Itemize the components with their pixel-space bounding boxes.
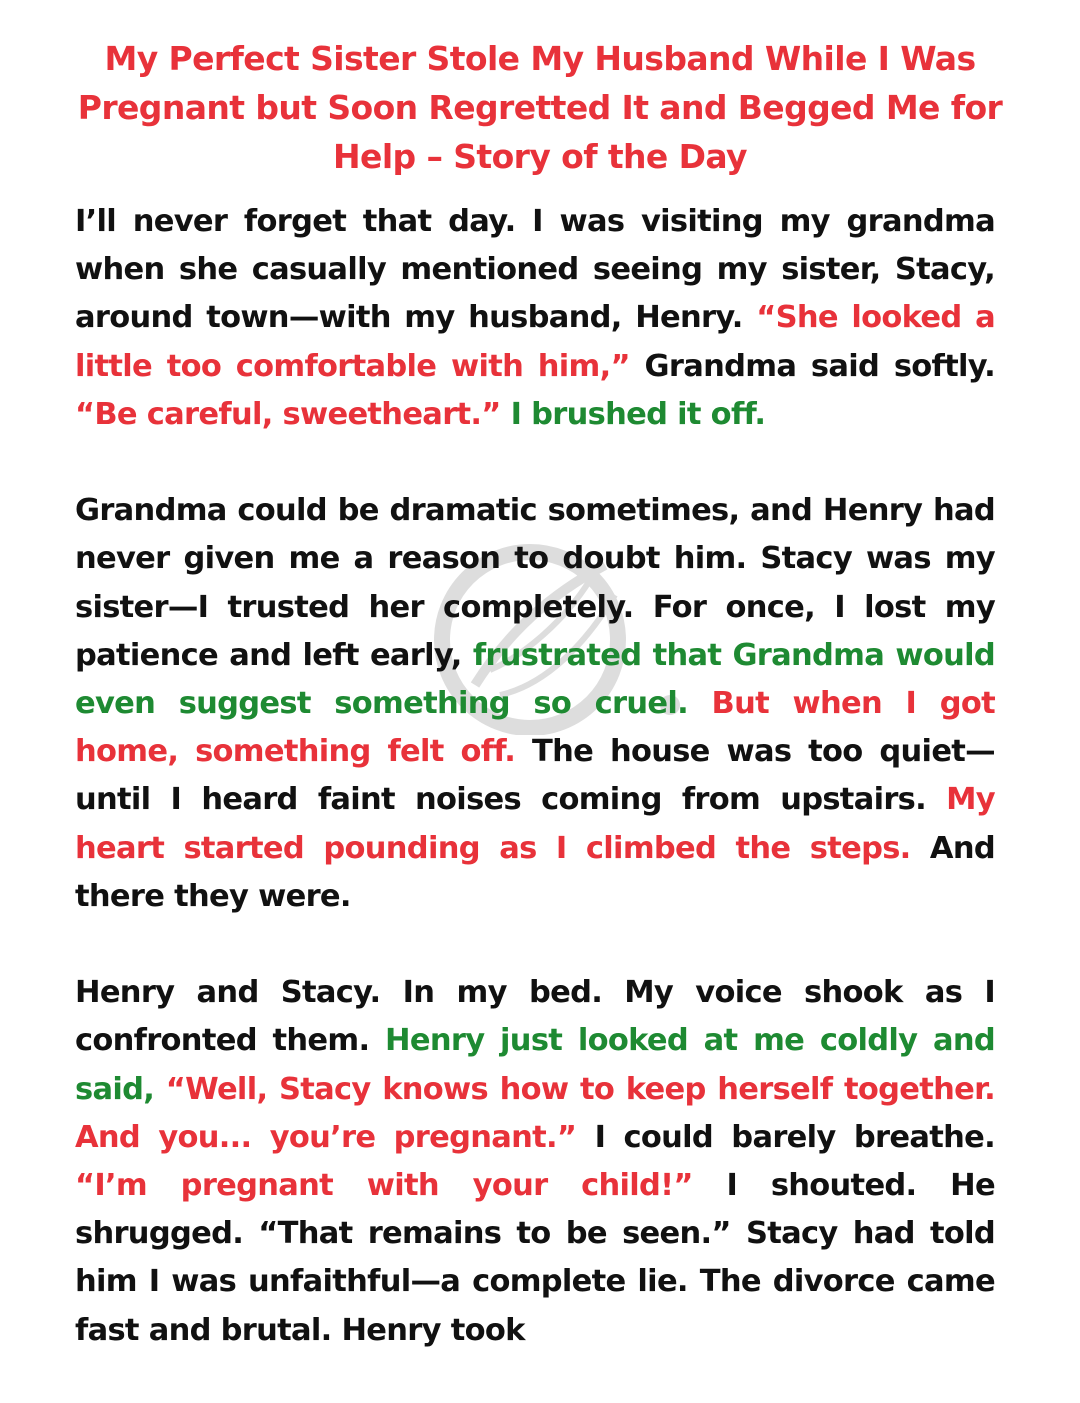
story-text-segment: “Well, Stacy knows how to keep herself together. And you... you’re pregnant.” <box>75 1071 995 1155</box>
story-text-segment: “Be careful, sweetheart.” <box>75 396 501 432</box>
story-text-segment: But when I got home, something felt off. <box>75 686 995 770</box>
story-text-segment <box>154 1072 166 1107</box>
story-text-segment: And there they were. <box>75 830 995 914</box>
story-text-segment: The house was too quiet—until I heard faint noises coming from upstairs. <box>75 734 995 818</box>
story-paragraph <box>75 969 995 1355</box>
story-text-segment: “I’m pregnant with your child!” <box>75 1168 693 1204</box>
story-text-segment: I brushed it off. <box>500 396 766 432</box>
story-text-segment: Grandma said softly. <box>629 348 996 384</box>
story-paragraph <box>75 487 995 921</box>
story-text-segment <box>688 686 712 721</box>
story-text-segment: Henry and Stacy. In my bed. My voice shook as I confronted them. <box>75 975 995 1059</box>
story-text-segment: My heart started pounding as I climbed the steps. <box>75 782 995 866</box>
story-text-segment: Henry just looked at me coldly and said, <box>75 1023 995 1107</box>
story-text-segment: frustrated that Grandma would even suggest something so cruel. <box>75 637 996 722</box>
story-body <box>75 198 995 1403</box>
story-text-segment: I shouted. He shrugged. “That remains to be seen.” Stacy had told him I was unfaithful—a complete lie. The divorce came fast and brutal. Henry took <box>75 1168 995 1348</box>
story-text-segment: “She looked a little too comfortable with him,” <box>75 300 995 384</box>
story-title: My Perfect Sister Stole My Husband While I Was Pregnant but Soon Regretted It and Begged Me for Help – Story of the Day <box>77 39 1003 176</box>
story-text-segment: I could barely breathe. <box>576 1119 995 1155</box>
story-paragraph <box>75 198 995 439</box>
story-text-segment: I’ll never forget that day. I was visiting my grandma when she casually mentioned seeing my sister, Stacy, around town—with my husband, Henry. <box>75 204 995 336</box>
story-text-segment: Grandma could be dramatic sometimes, and Henry had never given me a reason to doubt him. Stacy was my sister—I trusted her completely. For once, I lost my patience and left early, <box>75 493 995 673</box>
